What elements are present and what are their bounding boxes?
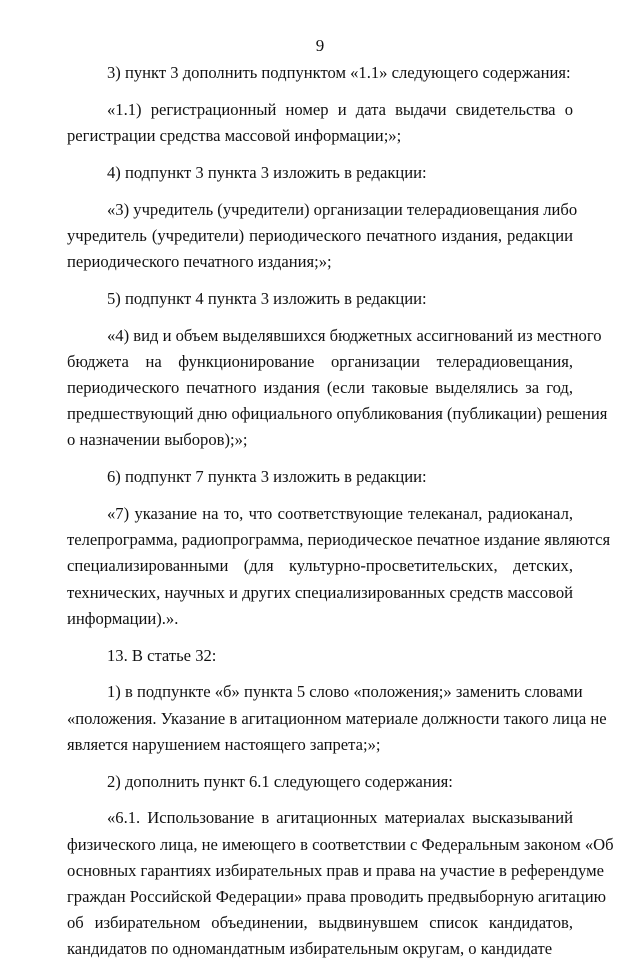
document-body <box>67 60 614 973</box>
paragraph-line: 4) подпункт 3 пункта 3 изложить в редакции: <box>107 162 427 182</box>
paragraph <box>67 197 578 276</box>
paragraph-line: периодического печатного издания;»; <box>67 252 332 271</box>
paragraph <box>67 643 573 669</box>
paragraph-line: специализированными (для культурно-просветительских, детских, <box>67 556 573 576</box>
paragraph-line: «положения. Указание в агитационном материале должности такого лица не <box>67 708 607 728</box>
paragraph <box>67 323 608 454</box>
paragraph-line: регистрации средства массовой информации;»; <box>67 126 402 145</box>
paragraph-line: 6) подпункт 7 пункта 3 изложить в редакции: <box>107 467 427 487</box>
paragraph <box>67 769 573 795</box>
page-number: 9 <box>315 36 325 55</box>
paragraph-line: 13. В статье 32: <box>107 645 217 665</box>
paragraph-line: является нарушением настоящего запрета;»; <box>67 734 381 754</box>
paragraph-line: об избирательном объединении, выдвинувшем список кандидатов, <box>67 913 573 933</box>
paragraph-line: 3) пункт 3 дополнить подпунктом «1.1» следующего содержания: <box>107 63 571 82</box>
paragraph <box>67 679 607 758</box>
paragraph-line: «3) учредитель (учредители) организации телерадиовещания либо <box>107 199 578 219</box>
paragraph-line: «1.1) регистрационный номер и дата выдачи свидетельства о <box>107 99 573 119</box>
paragraph-line: 2) дополнить пункт 6.1 следующего содержания: <box>107 771 453 791</box>
paragraph-line: о назначении выборов);»; <box>67 430 248 450</box>
paragraph <box>67 286 573 312</box>
paragraph <box>67 464 573 490</box>
paragraph-line: физического лица, не имеющего в соответствии с Федеральным законом «Об <box>67 834 614 854</box>
paragraph-line: граждан Российской Федерации» права проводить предвыборную агитацию <box>67 887 607 907</box>
paragraph <box>67 97 573 149</box>
paragraph-line: бюджета на функционирование организации телерадиовещания, <box>67 351 573 371</box>
paragraph-line: 1) в подпункте «б» пункта 5 слово «положения;» заменить словами <box>107 682 583 702</box>
paragraph-line: 5) подпункт 4 пункта 3 изложить в редакции: <box>107 288 427 308</box>
paragraph-line: телепрограмма, радиопрограмма, периодическое печатное издание являются <box>67 530 611 550</box>
paragraph <box>67 60 573 86</box>
paragraph-line: учредитель (учредители) периодического печатного издания, редакции <box>67 225 573 245</box>
paragraph-line: кандидатов по одномандатным избирательным округам, о кандидате <box>67 939 553 959</box>
paragraph-line: «7) указание на то, что соответствующие телеканал, радиоканал, <box>107 504 573 523</box>
paragraph <box>67 805 614 962</box>
paragraph-line: информации).». <box>67 608 179 628</box>
paragraph-line: предшествующий дню официального опубликования (публикации) решения <box>67 404 608 424</box>
paragraph <box>67 501 611 632</box>
paragraph-line: «4) вид и объем выделявшихся бюджетных ассигнований из местного <box>107 325 602 345</box>
paragraph <box>67 160 573 186</box>
paragraph-line: периодического печатного издания (если таковые выделялись за год, <box>67 378 573 397</box>
paragraph-line: «6.1. Использование в агитационных материалах высказываний <box>107 808 573 828</box>
paragraph-line: технических, научных и других специализированных средств массовой <box>67 582 573 602</box>
paragraph-line: основных гарантиях избирательных прав и права на участие в референдуме <box>67 860 604 880</box>
